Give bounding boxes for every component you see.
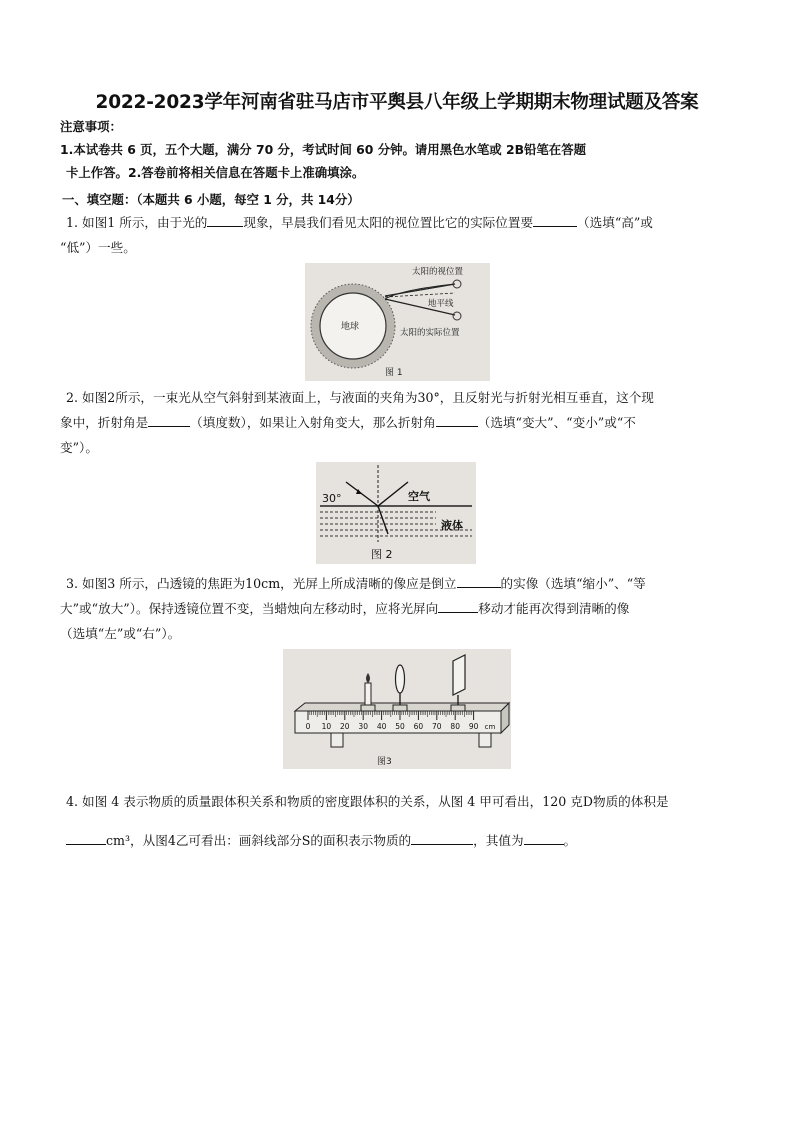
apparent-position-label: 太阳的视位置: [412, 267, 464, 277]
q4-text-b: ，其值为: [473, 833, 524, 848]
ruler-tick-label: 50: [395, 722, 405, 731]
q4-blank-1[interactable]: [66, 831, 106, 845]
question-3-line-2: [60, 599, 629, 619]
figure-1-diagram: [305, 263, 490, 381]
question-3-line-3: （选填“左”或“右”）。: [60, 626, 181, 641]
q2-blank-1[interactable]: [148, 413, 190, 427]
q1-blank-1[interactable]: [207, 213, 243, 227]
notice-heading: 注意事项：: [60, 119, 122, 134]
question-4-line-1: 4. 如图 4 表示物质的质量跟体积关系和物质的密度跟体积的关系，从图 4 甲可看出，120 克D物质的体积是: [66, 794, 669, 809]
air-label: 空气: [408, 490, 430, 503]
question-2-line-1: 2. 如图2所示，一束光从空气斜射到某液面上，与液面的夹角为30°，且反射光与折射光相互垂直，这个现: [66, 390, 654, 405]
ruler-tick-label: 30: [358, 722, 368, 731]
figure-2-caption: 图 2: [371, 548, 393, 561]
q2-text-a: 象中，折射角是: [60, 415, 149, 430]
question-1-line-1: [66, 213, 653, 233]
question-4-line-2: [66, 831, 576, 851]
q1-blank-2[interactable]: [533, 213, 577, 227]
section-heading: 一、填空题：（本题共 6 小题，每空 1 分，共 14分）: [62, 192, 360, 207]
q3-text-c: 大”或“放大”）。保持透镜位置不变，当蜡烛向左移动时，应将光屏向: [60, 601, 439, 616]
question-3-line-1: [66, 574, 646, 594]
q4-text-a: cm³，从图4乙可看出：画斜线部分S的面积表示物质的: [106, 833, 412, 848]
ruler-tick-label: 60: [413, 722, 424, 731]
figure-1-caption: 图 1: [385, 368, 403, 378]
q4-blank-3[interactable]: [524, 831, 564, 845]
page-title: 2022-2023学年河南省驻马店市平舆县八年级上学期期末物理试题及答案: [95, 92, 699, 113]
notice-item-1-continued: 卡上作答。2.答卷前将相关信息在答题卡上准确填涂。: [66, 165, 365, 180]
question-2-line-2: [60, 413, 636, 433]
q2-text-c: （选填“变大”、“变小”或“不: [477, 415, 636, 430]
angle-label: 30°: [322, 492, 342, 505]
figure-2: [316, 462, 476, 564]
liquid-label: 液体: [441, 519, 463, 532]
q3-text-a: 3. 如图3 所示，凸透镜的焦距为10cm，光屏上所成清晰的像应是倒立: [66, 576, 457, 591]
q4-text-c: 。: [563, 833, 577, 848]
q3-text-d: 移动才能再次得到清晰的像: [478, 601, 630, 616]
ruler-tick-label: 70: [432, 722, 442, 731]
figure-3-caption: 图3: [377, 757, 392, 767]
figure-3: [283, 649, 511, 769]
q2-blank-2[interactable]: [436, 413, 478, 427]
ruler-tick-label: 0: [305, 722, 311, 731]
convex-lens-icon: [396, 665, 405, 693]
light-screen-icon: [453, 655, 465, 695]
ruler-tick-label: 40: [376, 722, 387, 731]
question-2-line-3: 变”）。: [60, 440, 98, 455]
horizon-label: 地平线: [428, 299, 454, 309]
actual-position-label: 太阳的实际位置: [400, 328, 460, 338]
q1-text-b: 现象，早晨我们看见太阳的视位置比它的实际位置要: [243, 215, 534, 230]
figure-1: [305, 263, 490, 381]
q3-blank-2[interactable]: [438, 599, 478, 613]
earth-label: 地球: [341, 322, 360, 332]
ruler-tick-label: 10: [321, 722, 332, 731]
q1-text-a: 1. 如图1 所示，由于光的: [66, 215, 208, 230]
q2-text-b: （填度数），如果让入射角变大，那么折射角: [190, 415, 436, 430]
q3-text-b: 的实像（选填“缩小”、“等: [500, 576, 646, 591]
figure-2-diagram: [316, 462, 476, 564]
notice-item-1: 1.本试卷共 6 页，五个大题，满分 70 分，考试时间 60 分钟。请用黑色水笔或 2B铅笔在答题: [60, 142, 586, 157]
figure-3-diagram: [283, 649, 511, 769]
q1-text-c: （选填“高”或: [577, 215, 653, 230]
q3-blank-1[interactable]: [457, 574, 501, 588]
q4-blank-2[interactable]: [411, 831, 473, 845]
ruler-tick-label: 80: [450, 722, 460, 731]
ruler-tick-label: 20: [340, 722, 350, 731]
question-1-line-2: “低”）一些。: [60, 240, 136, 255]
candle-icon: [365, 683, 371, 705]
ruler-tick-label: 90: [468, 722, 479, 731]
ruler-unit-label: cm: [484, 723, 496, 731]
